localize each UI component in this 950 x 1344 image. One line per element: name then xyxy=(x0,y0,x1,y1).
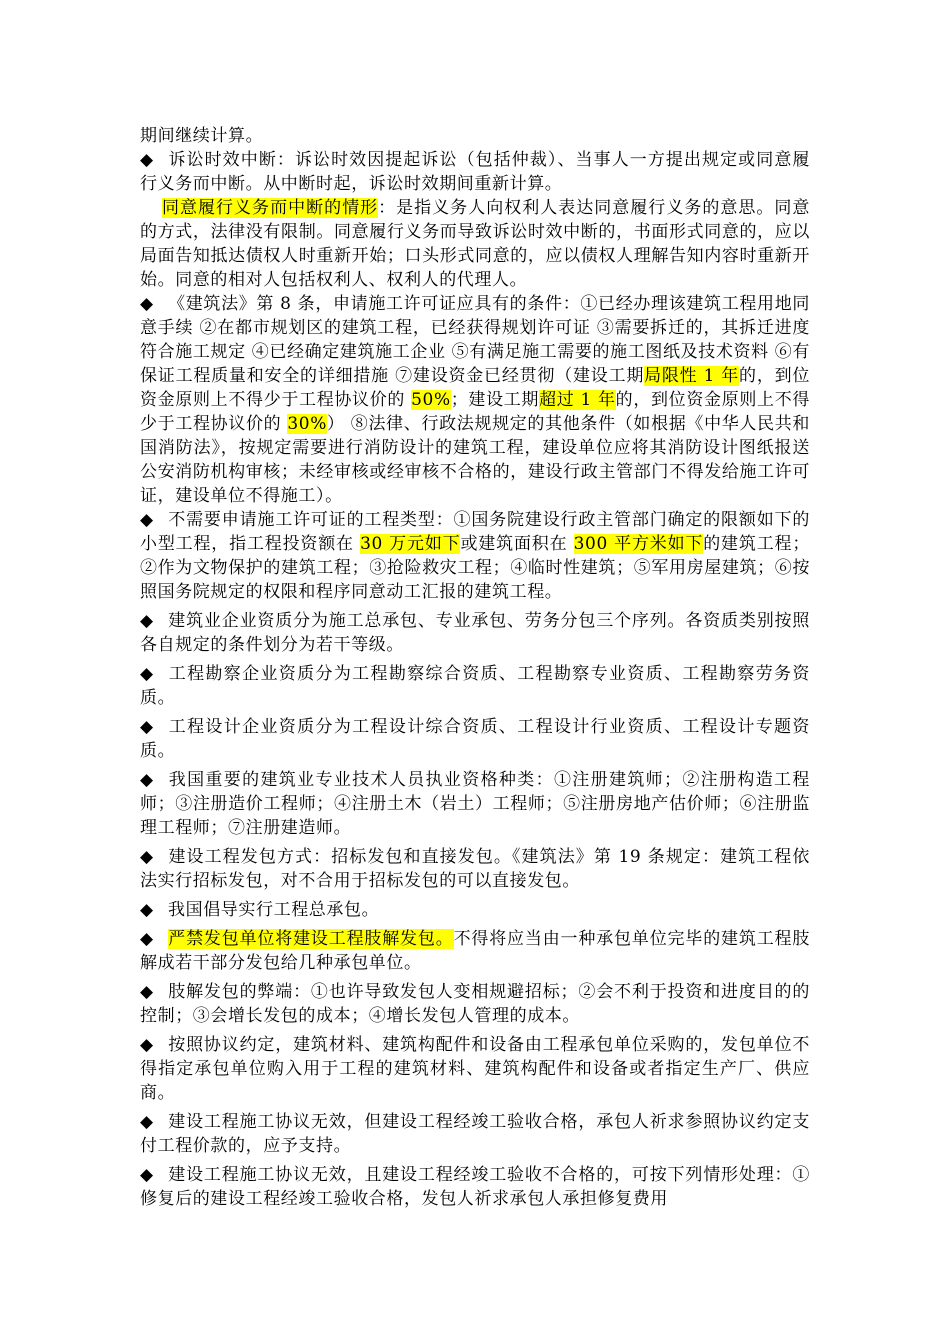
paragraph-text: 《建筑法》第 8 条，申请施工许可证应具有的条件：①已经办理该建筑工程用地同意手续 ②在都市规划区的建筑工程，已经获得规划许可证 ③需要拆迁的，其拆迁进度符合施工规定 ④已经确定建筑施工企业 ⑤有满足施工需要的施工图纸及技术资料 ⑥有保证工程质量和安全的详细措施 ⑦建设资金已经贯彻（建设工期 xyxy=(140,294,810,386)
paragraph-text: ：是指义务人向权利人表达同意履行义务的意思。同意的方式，法律没有限制。同意履行义务而导致诉讼时效中断的，书面形式同意的，应以局面告知抵达债权人时重新开始；口头形式同意的，应以债权人理解告知内容时重新开始。同意的相对人包括权利人、权利人的代理人。 xyxy=(140,198,810,290)
bullet-paragraph-construction-qualification xyxy=(140,609,810,657)
bullet-diamond-icon: ◆ xyxy=(140,982,154,1002)
bullet-diamond-icon: ◆ xyxy=(140,900,154,920)
highlighted-term: 同意履行义务而中断的情形 xyxy=(162,198,379,218)
paragraph-text: 我国重要的建筑业专业技术人员执业资格种类：①注册建筑师；②注册构造工程师；③注册造价工程师；④注册土木（岩土）工程师；⑤注册房地产估价师；⑥注册监理工程师；⑦注册建造师。 xyxy=(140,770,810,838)
paragraph-text: ） ⑧法律、行政法规规定的其他条件（如根据《中华人民共和国消防法》，按规定需要进行消防设计的建筑工程，建设单位应将其消防设计图纸报送公安消防机构审核；未经审核或经审核不合格的，建设行政主管部门不得发给施工许可证，建设单位不得施工）。 xyxy=(140,414,810,506)
bullet-paragraph-material-procurement xyxy=(140,1033,810,1105)
bullet-diamond-icon: ◆ xyxy=(140,664,154,684)
bullet-paragraph-dismemberment-drawbacks xyxy=(140,980,810,1028)
paragraph-text: 工程勘察企业资质分为工程勘察综合资质、工程勘察专业资质、工程勘察劳务资质。 xyxy=(140,664,810,708)
highlighted-term: 严禁发包单位将建设工程肢解发包。 xyxy=(168,929,454,949)
bullet-diamond-icon: ◆ xyxy=(140,1035,154,1055)
document-page xyxy=(140,124,810,1211)
bullet-diamond-icon: ◆ xyxy=(140,150,154,170)
paragraph-text: 的建筑工程；②作为文物保护的建筑工程；③抢险救灾工程；④临时性建筑；⑤军用房屋建筑；⑥按照国务院规定的权限和程序同意动工汇报的建筑工程。 xyxy=(140,534,810,602)
paragraph-text: 或建筑面积在 xyxy=(460,534,574,554)
paragraph-consent-interruption xyxy=(140,196,810,292)
paragraph-text: 不得将应当由一种承包单位完毕的建筑工程肢解成若干部分发包给几种承包单位。 xyxy=(140,929,810,973)
highlighted-term: 30% xyxy=(287,414,327,434)
paragraph-text: 肢解发包的弊端：①也许导致发包人变相规避招标；②会不利于投资和进度目的的控制；③会增长发包的成本；④增长发包人管理的成本。 xyxy=(140,982,810,1026)
bullet-paragraph-invalid-contract-qualified xyxy=(140,1110,810,1158)
bullet-paragraph-design-qualification xyxy=(140,715,810,763)
highlighted-term: 局限性 1 年 xyxy=(644,366,740,386)
paragraph-text: 建设工程施工协议无效，且建设工程经竣工验收不合格的，可按下列情形处理：①修复后的建设工程经竣工验收合格，发包人祈求承包人承担修复费用 xyxy=(140,1165,810,1209)
bullet-diamond-icon: ◆ xyxy=(140,770,154,790)
highlighted-term: 30 万元如下 xyxy=(360,534,461,554)
paragraph-text: 按照协议约定，建筑材料、建筑构配件和设备由工程承包单位采购的，发包单位不得指定承包单位购入用于工程的建筑材料、建筑构配件和设备或者指定生产厂、供应商。 xyxy=(140,1035,810,1103)
bullet-diamond-icon: ◆ xyxy=(140,510,154,530)
bullet-diamond-icon: ◆ xyxy=(140,717,154,737)
paragraph-text: 建设工程施工协议无效，但建设工程经竣工验收合格，承包人祈求参照协议约定支付工程价款的，应予支持。 xyxy=(140,1112,810,1156)
bullet-paragraph-survey-qualification xyxy=(140,662,810,710)
bullet-paragraph-general-contracting xyxy=(140,898,810,922)
bullet-paragraph-invalid-contract-unqualified xyxy=(140,1163,810,1211)
paragraph-text: 建设工程发包方式：招标发包和直接发包。《建筑法》第 19 条规定：建筑工程依法实行招标发包，对不合用于招标发包的可以直接发包。 xyxy=(140,847,810,891)
highlighted-term: 300 平方米如下 xyxy=(573,534,704,554)
highlighted-term: 超过 1 年 xyxy=(539,390,616,410)
bullet-paragraph-contracting-methods xyxy=(140,845,810,893)
paragraph-text: 的，到位资金原则上不得少于工程协议价的 xyxy=(140,366,810,410)
paragraph-text: ；建设工期 xyxy=(450,390,540,410)
paragraph-text: 诉讼时效中断：诉讼时效因提起诉讼（包括仲裁）、当事人一方提出规定或同意履行义务而中断。从中断时起，诉讼时效期间重新计算。 xyxy=(140,150,810,194)
bullet-paragraph-exempt-projects xyxy=(140,508,810,604)
paragraph-text: 我国倡导实行工程总承包。 xyxy=(168,900,380,920)
paragraph-text: 期间继续计算。 xyxy=(140,126,264,146)
bullet-diamond-icon: ◆ xyxy=(140,1165,154,1185)
paragraph-text: 的，到位资金原则上不得少于工程协议价的 xyxy=(140,390,810,434)
bullet-paragraph-permit-conditions xyxy=(140,292,810,508)
bullet-paragraph-dismemberment-ban xyxy=(140,927,810,975)
paragraph-text: 建筑业企业资质分为施工总承包、专业承包、劳务分包三个序列。各资质类别按照各自规定的条件划分为若干等级。 xyxy=(140,611,810,655)
bullet-paragraph-limitation-interruption xyxy=(140,148,810,196)
bullet-diamond-icon: ◆ xyxy=(140,847,154,867)
bullet-paragraph-practice-qualifications xyxy=(140,768,810,840)
paragraph-continuation xyxy=(140,124,810,148)
bullet-diamond-icon: ◆ xyxy=(140,1112,154,1132)
bullet-diamond-icon: ◆ xyxy=(140,611,154,631)
bullet-diamond-icon: ◆ xyxy=(140,929,154,949)
bullet-diamond-icon: ◆ xyxy=(140,294,154,314)
paragraph-text: 工程设计企业资质分为工程设计综合资质、工程设计行业资质、工程设计专题资质。 xyxy=(140,717,810,761)
highlighted-term: 50% xyxy=(411,390,451,410)
paragraph-text: 不需要申请施工许可证的工程类型：①国务院建设行政主管部门确定的限额如下的小型工程，指工程投资额在 xyxy=(140,510,810,554)
